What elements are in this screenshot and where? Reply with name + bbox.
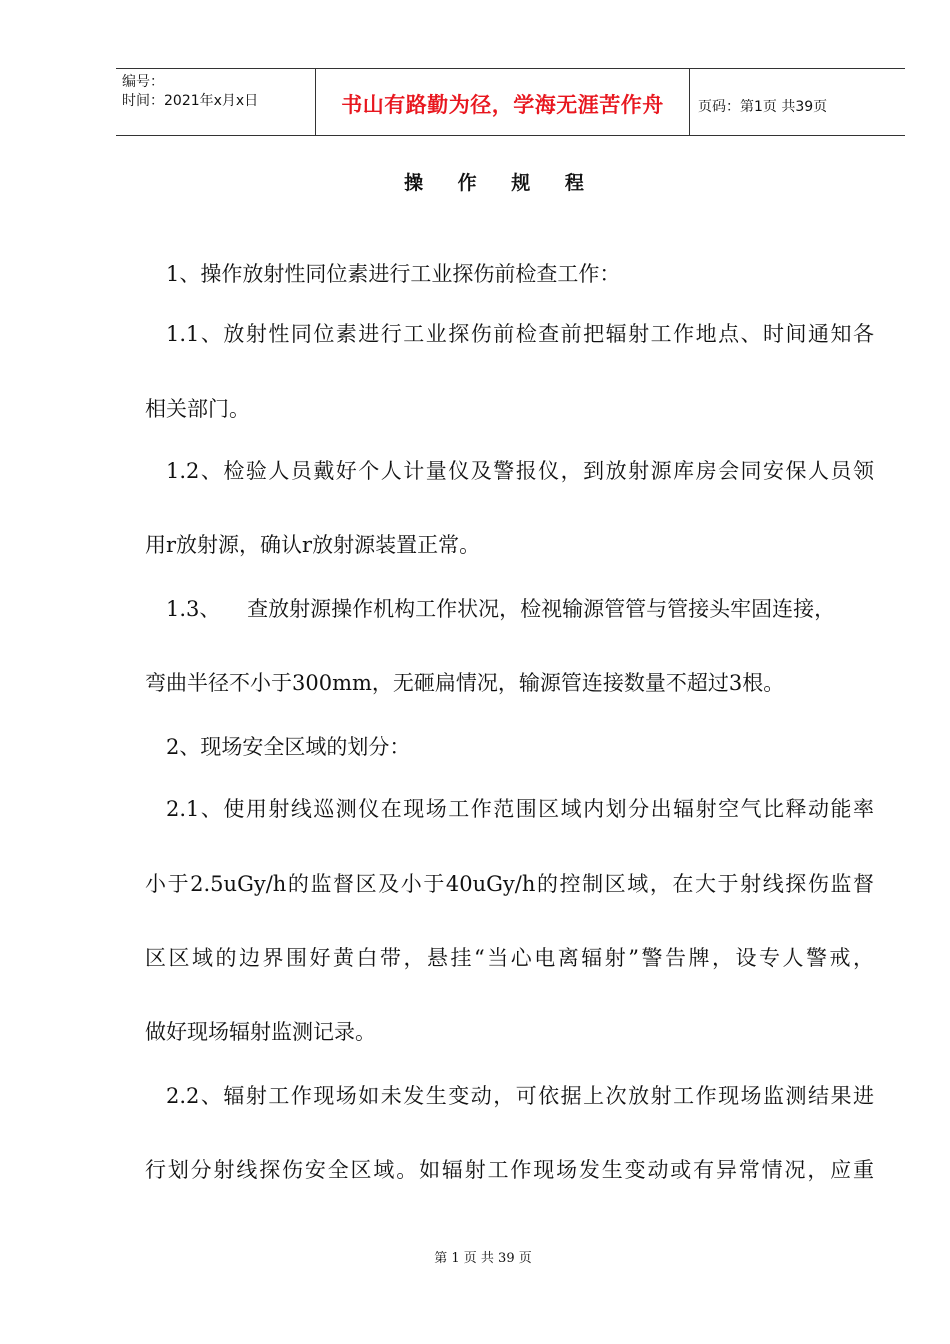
- header-number-label: 编号：: [122, 74, 164, 90]
- para-1-1-line-1: 1.1、放射性同位素进行工业探伤前检查前把辐射工作地点、时间通知各: [166, 322, 874, 346]
- para-2-2-line-2: 行划分射线探伤安全区域。如辐射工作现场发生变动或有异常情况，应重: [145, 1158, 874, 1182]
- document-title: 操 作 规 程: [404, 172, 598, 194]
- para-1-1-line-2: 相关部门。: [145, 397, 250, 421]
- header-motto: 书山有路勤为径，学海无涯苦作舟: [341, 93, 664, 117]
- para-2-1-line-2: 小于2.5uGy/h的监督区及小于40uGy/h的控制区域，在大于射线探伤监督: [145, 872, 874, 896]
- header-motto-cell: [316, 69, 690, 135]
- para-2-1-line-3: 区区域的边界围好黄白带，悬挂“当心电离辐射”警告牌，设专人警戒，: [145, 946, 874, 970]
- header-time-label: 时间：2021年x月x日: [122, 93, 259, 109]
- para-2-2-line-1: 2.2、辐射工作现场如未发生变动，可依据上次放射工作现场监测结果进: [166, 1084, 874, 1108]
- section-2-heading: 2、现场安全区域的划分：: [166, 735, 411, 759]
- header-page-info: 页码：第1页 共39页: [698, 99, 828, 115]
- para-2-1-line-1: 2.1、使用射线巡测仪在现场工作范围区域内划分出辐射空气比释动能率: [166, 797, 874, 821]
- document-header: [116, 68, 905, 136]
- para-1-3-line-2: 弯曲半径不小于300mm，无砸扁情况，输源管连接数量不超过3根。: [145, 671, 785, 695]
- para-2-1-line-4: 做好现场辐射监测记录。: [145, 1020, 376, 1044]
- para-1-3-line-1: 1.3、 查放射源操作机构工作状况，检视输源管管与管接头牢固连接，: [166, 597, 836, 621]
- para-1-2-line-2: 用r放射源，确认r放射源装置正常。: [145, 533, 481, 557]
- section-1-heading: 1、操作放射性同位素进行工业探伤前检查工作：: [166, 262, 621, 286]
- header-meta: [116, 69, 316, 135]
- footer-page-number: 第 1 页 共 39 页: [434, 1251, 532, 1266]
- para-1-2-line-1: 1.2、检验人员戴好个人计量仪及警报仪，到放射源库房会同安保人员领: [166, 459, 874, 483]
